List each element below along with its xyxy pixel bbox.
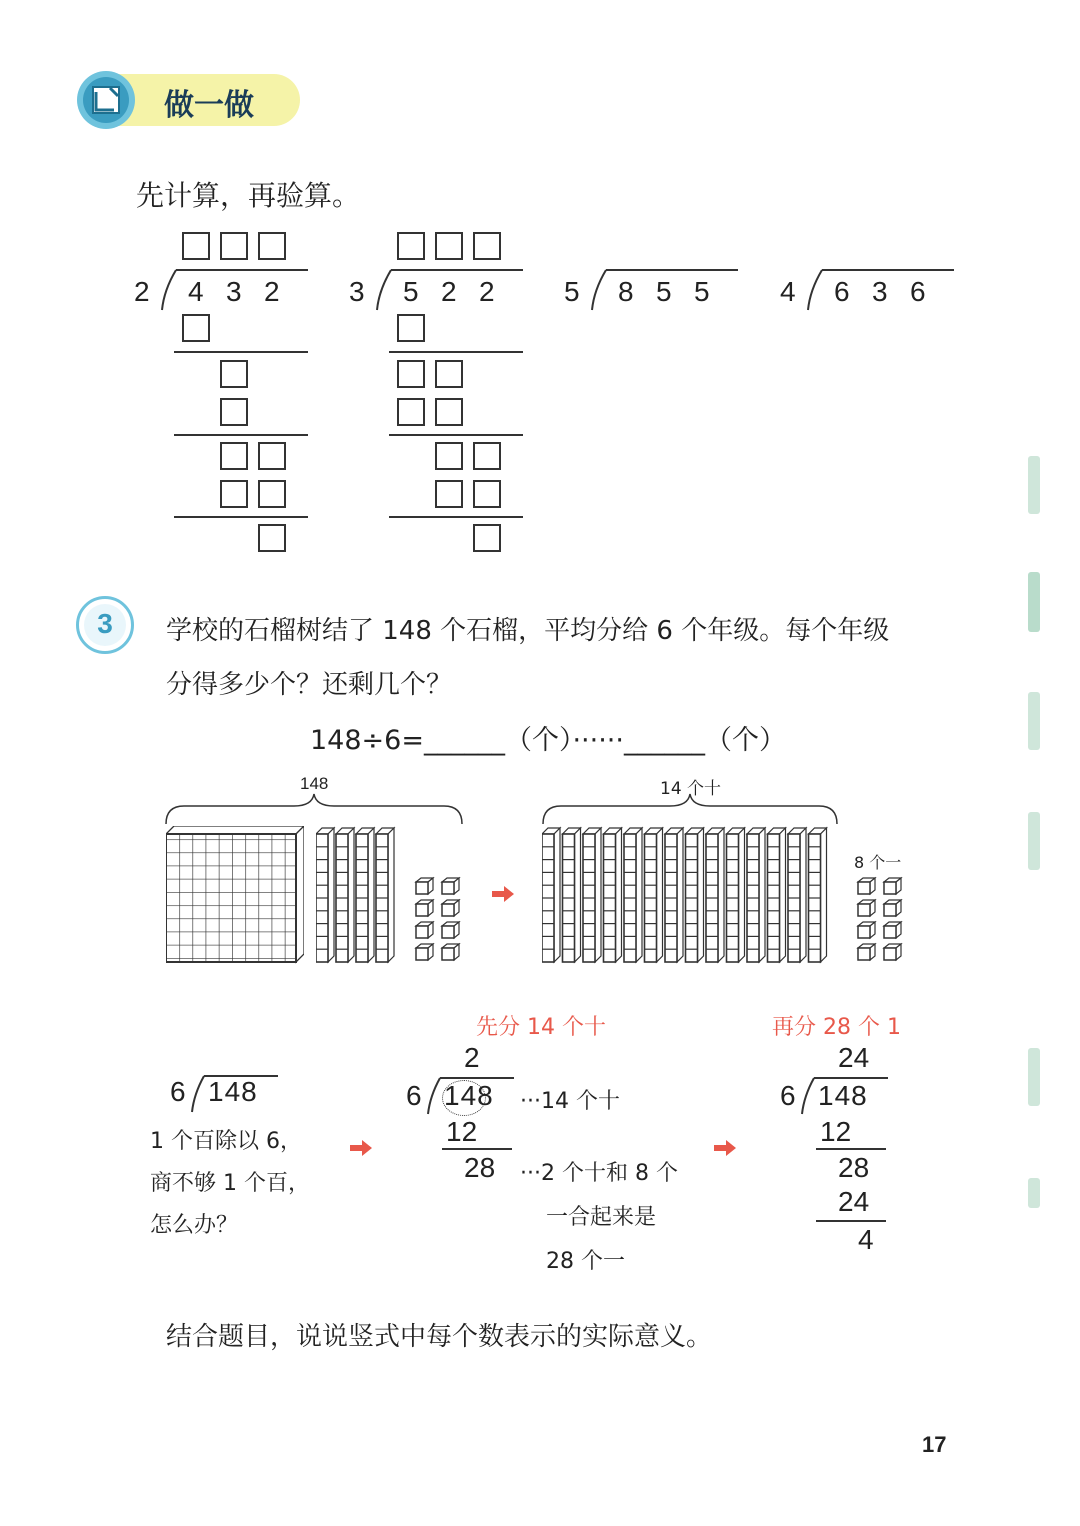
step2-dividend: 148 bbox=[444, 1080, 494, 1111]
side-tab bbox=[1028, 1048, 1040, 1106]
dividend-digit: 2 bbox=[264, 276, 280, 307]
ten-rod bbox=[645, 828, 663, 962]
exercise-instruction: 先计算，再验算。 bbox=[136, 179, 361, 212]
dividend-digit: 3 bbox=[226, 276, 242, 307]
arrow-icon bbox=[348, 1138, 374, 1158]
answer-box[interactable] bbox=[220, 232, 248, 260]
dividend-digit: 5 bbox=[694, 276, 710, 307]
step2-note2-line1: ···2 个十和 8 个 bbox=[520, 1161, 678, 1186]
answer-box[interactable] bbox=[220, 360, 248, 388]
unit-cubes bbox=[414, 874, 466, 964]
side-tab bbox=[1028, 692, 1040, 750]
step3-caption: 再分 28 个 1 bbox=[772, 1015, 901, 1040]
arrow-icon bbox=[490, 884, 516, 904]
ten-rod bbox=[727, 828, 745, 962]
question-text-line1: 学校的石榴树结了 148 个石榴，平均分给 6 个年级。每个年级 bbox=[166, 616, 890, 646]
ten-rod bbox=[768, 828, 786, 962]
side-tab bbox=[1028, 812, 1040, 870]
step1-division bbox=[164, 1070, 304, 1120]
dividend-digit: 5 bbox=[656, 276, 672, 307]
dividend-digit: 8 bbox=[618, 276, 634, 307]
ten-rod bbox=[583, 828, 601, 962]
answer-box[interactable] bbox=[258, 442, 286, 470]
question-number: 3 bbox=[97, 608, 113, 639]
answer-box[interactable] bbox=[182, 314, 210, 342]
side-tab bbox=[1028, 1178, 1040, 1208]
ten-rod bbox=[706, 828, 724, 962]
divisor: 2 bbox=[134, 276, 150, 307]
question-text-line2: 分得多少个？还剩几个？ bbox=[166, 670, 453, 700]
dividend-digit: 5 bbox=[403, 276, 419, 307]
blocks-left-label: 148 bbox=[300, 774, 329, 793]
ten-rod bbox=[624, 828, 642, 962]
side-tab bbox=[1028, 572, 1040, 632]
unit-cube bbox=[442, 944, 459, 960]
answer-box[interactable] bbox=[473, 524, 501, 552]
answer-box[interactable] bbox=[435, 442, 463, 470]
divisor: 3 bbox=[349, 276, 365, 307]
side-tab bbox=[1028, 456, 1040, 514]
ten-rod bbox=[604, 828, 622, 962]
divisor: 5 bbox=[564, 276, 580, 307]
answer-box[interactable] bbox=[435, 398, 463, 426]
answer-box[interactable] bbox=[435, 360, 463, 388]
step3-remainder1: 28 bbox=[838, 1152, 870, 1183]
step2-note2-line2: 一合起来是 bbox=[546, 1205, 657, 1230]
unit-cube bbox=[416, 944, 433, 960]
step2-quotient: 2 bbox=[464, 1042, 480, 1073]
dividend-digit: 4 bbox=[188, 276, 204, 307]
unit-cube bbox=[884, 900, 901, 916]
unit-cube bbox=[416, 922, 433, 938]
step3-divisor: 6 bbox=[780, 1080, 796, 1111]
step3-division bbox=[774, 1040, 894, 1260]
step1-note-line3: 怎么办？ bbox=[150, 1213, 239, 1238]
ten-rod bbox=[563, 828, 581, 962]
pencil-paper-icon bbox=[76, 70, 136, 130]
ten-rod bbox=[665, 828, 683, 962]
ten-rod bbox=[809, 828, 827, 962]
step3-product1: 12 bbox=[820, 1116, 852, 1147]
eight-unit-cubes bbox=[856, 874, 908, 964]
answer-box[interactable] bbox=[473, 442, 501, 470]
ten-rod bbox=[686, 828, 704, 962]
ones-label: 8 个一 bbox=[854, 853, 902, 872]
ten-rod bbox=[336, 828, 354, 962]
answer-box[interactable] bbox=[473, 480, 501, 508]
step2-divisor: 6 bbox=[406, 1080, 422, 1111]
answer-box[interactable] bbox=[397, 360, 425, 388]
answer-box[interactable] bbox=[435, 232, 463, 260]
rule bbox=[389, 351, 523, 353]
unit-cube bbox=[858, 878, 875, 894]
answer-box[interactable] bbox=[397, 314, 425, 342]
step2-remainder: 28 bbox=[464, 1152, 496, 1183]
hundred-block bbox=[166, 826, 304, 964]
unit-cube bbox=[858, 944, 875, 960]
question-equation: 148÷6=______（个）······______（个） bbox=[310, 725, 786, 756]
step2-product: 12 bbox=[446, 1116, 478, 1147]
division-problem-4 bbox=[776, 228, 966, 318]
page-number: 17 bbox=[922, 1432, 947, 1457]
answer-box[interactable] bbox=[397, 232, 425, 260]
answer-box[interactable] bbox=[473, 232, 501, 260]
unit-cube bbox=[442, 922, 459, 938]
question-number-badge bbox=[76, 596, 134, 654]
left-brace bbox=[164, 792, 464, 826]
unit-cube bbox=[858, 922, 875, 938]
unit-cube bbox=[858, 900, 875, 916]
answer-box[interactable] bbox=[397, 398, 425, 426]
unit-cube bbox=[884, 878, 901, 894]
ten-rod bbox=[542, 828, 560, 962]
arrow-icon bbox=[712, 1138, 738, 1158]
answer-box[interactable] bbox=[258, 232, 286, 260]
unit-cube bbox=[884, 922, 901, 938]
answer-box[interactable] bbox=[258, 480, 286, 508]
ten-rod bbox=[788, 828, 806, 962]
step1-note-line2: 商不够 1 个百， bbox=[150, 1171, 310, 1196]
blocks-right-label: 14 个十 bbox=[660, 779, 722, 799]
step2-note2-line3: 28 个一 bbox=[546, 1249, 625, 1274]
rule bbox=[389, 434, 523, 436]
right-brace bbox=[541, 792, 839, 826]
division-problem-3 bbox=[560, 228, 750, 318]
ten-rods bbox=[316, 826, 406, 964]
division-problem-2 bbox=[345, 228, 535, 558]
dividend-digit: 6 bbox=[834, 276, 850, 307]
ten-rod bbox=[376, 828, 394, 962]
dividend-digit: 2 bbox=[479, 276, 495, 307]
dividend-digit: 2 bbox=[441, 276, 457, 307]
rule bbox=[174, 351, 308, 353]
dividend-digit: 6 bbox=[910, 276, 926, 307]
rule bbox=[174, 434, 308, 436]
step2-division bbox=[400, 1040, 520, 1190]
unit-cube bbox=[884, 944, 901, 960]
step1-dividend: 148 bbox=[208, 1076, 258, 1107]
step1-note-line1: 1 个百除以 6， bbox=[150, 1129, 302, 1154]
header-title: 做一做 bbox=[164, 88, 254, 123]
answer-box[interactable] bbox=[220, 398, 248, 426]
step3-product2: 24 bbox=[838, 1186, 870, 1217]
rule bbox=[442, 1148, 512, 1150]
footer-text: 结合题目，说说竖式中每个数表示的实际意义。 bbox=[166, 1322, 713, 1352]
ten-rod bbox=[316, 828, 334, 962]
step2-note1: ···14 个十 bbox=[520, 1089, 620, 1114]
step3-remainder2: 4 bbox=[858, 1224, 874, 1255]
step1-divisor: 6 bbox=[170, 1076, 186, 1107]
rule bbox=[816, 1220, 886, 1222]
division-problem-1 bbox=[130, 228, 320, 558]
fourteen-ten-rods bbox=[542, 826, 842, 964]
step3-quotient: 24 bbox=[838, 1042, 870, 1073]
divisor: 4 bbox=[780, 276, 796, 307]
section-header bbox=[76, 70, 300, 130]
dividend-digit: 3 bbox=[872, 276, 888, 307]
ten-rod bbox=[356, 828, 374, 962]
answer-box[interactable] bbox=[220, 480, 248, 508]
answer-box[interactable] bbox=[220, 442, 248, 470]
answer-box[interactable] bbox=[435, 480, 463, 508]
rule bbox=[389, 516, 523, 518]
rule bbox=[816, 1148, 886, 1150]
unit-cube bbox=[416, 878, 433, 894]
answer-box[interactable] bbox=[258, 524, 286, 552]
unit-cube bbox=[442, 878, 459, 894]
step3-dividend: 148 bbox=[818, 1080, 868, 1111]
rule bbox=[174, 516, 308, 518]
step2-caption: 先分 14 个十 bbox=[476, 1015, 606, 1040]
unit-cube bbox=[416, 900, 433, 916]
unit-cube bbox=[442, 900, 459, 916]
ten-rod bbox=[747, 828, 765, 962]
answer-box[interactable] bbox=[182, 232, 210, 260]
